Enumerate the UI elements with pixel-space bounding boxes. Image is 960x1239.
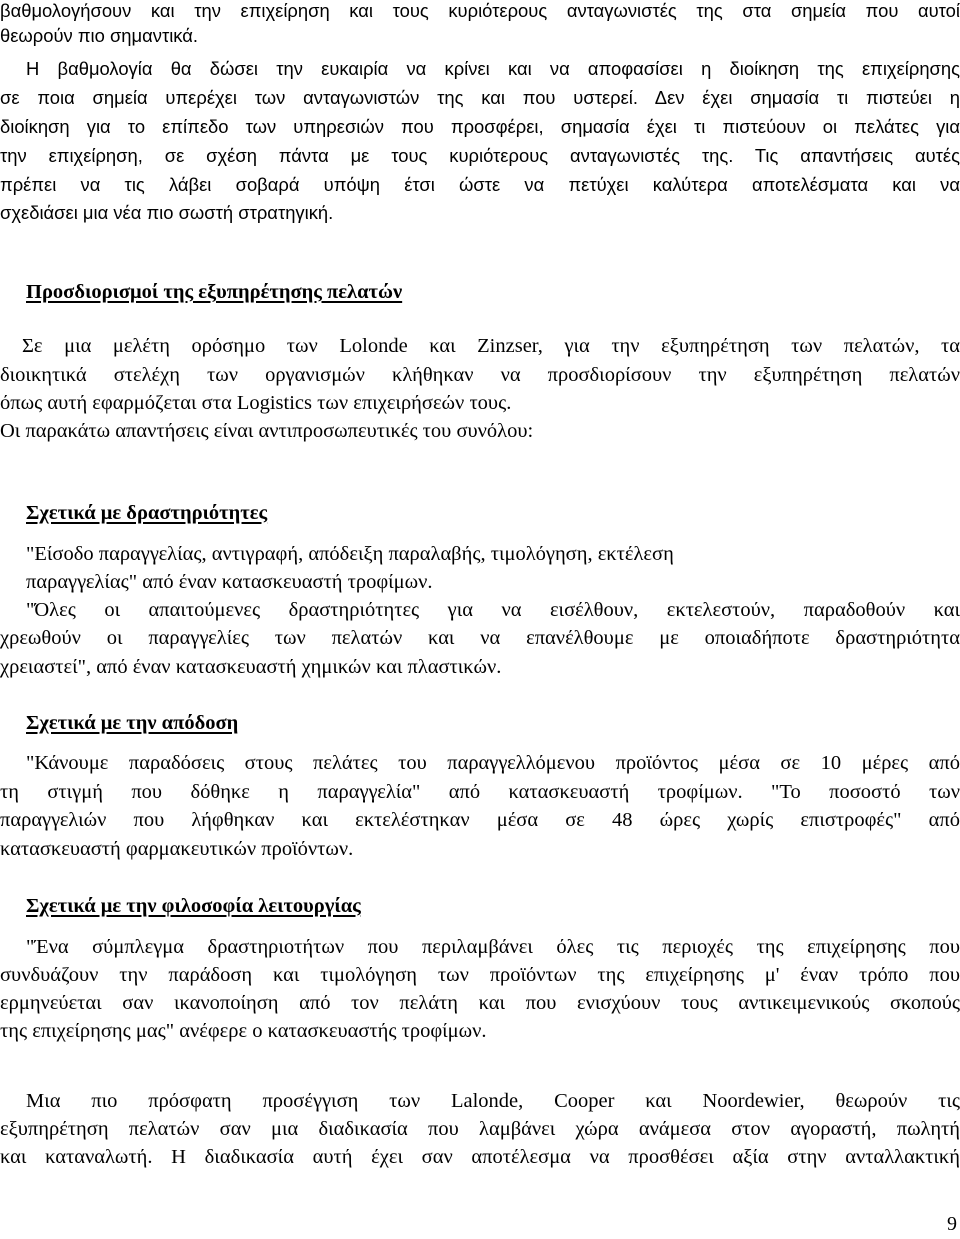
section-heading-philosophy: Σχετικά με την φιλοσοφία λειτουργίας: [26, 895, 361, 917]
definitions-line-3: όπως αυτή εφαρμόζεται στα Logistics των επιχειρήσεών τους.: [0, 392, 512, 414]
performance-line-3: παραγγελιών που λήφθηκαν και εκτελέστηκαν μέσα σε 48 ώρες χωρίς επιστροφές" από: [0, 809, 960, 831]
intro-line-3: Η βαθμολογία θα δώσει την ευκαιρία να κρίνει και να αποφασίσει η διοίκηση της επιχείρησης: [26, 58, 960, 79]
intro-line-6: την επιχείρηση, σε σχέση πάντα με τους κυριότερους ανταγωνιστές της. Τις απαντήσεις αυτές: [0, 145, 960, 166]
intro-line-4: σε ποια σημεία υπερέχει των ανταγωνιστών της και που υστερεί. Δεν έχει σημασία τι πιστεύει η: [0, 87, 960, 108]
intro-line-7: πρέπει να τις λάβει σοβαρά υπόψη έτσι ώστε να πετύχει καλύτερα αποτελέσματα και να: [0, 174, 960, 195]
activities-line-1: "Είσοδο παραγγελίας, αντιγραφή, απόδειξη παραλαβής, τιμολόγηση, εκτέλεση: [26, 543, 674, 565]
closing-line-2: εξυπηρέτηση πελατών σαν μια διαδικασία που λαμβάνει χώρα ανάμεσα στον αγοραστή, πωλητή: [0, 1118, 960, 1140]
section-heading-performance: Σχετικά με την απόδοση: [26, 712, 239, 734]
definitions-line-4: Οι παρακάτω απαντήσεις είναι αντιπροσωπευτικές του συνόλου:: [0, 420, 534, 442]
intro-line-2: θεωρούν πιο σημαντικά.: [0, 25, 199, 46]
section-heading-activities: Σχετικά με δραστηριότητες: [26, 502, 268, 524]
activities-line-4: χρεωθούν οι παραγγελίες των πελατών και να επανέλθουμε με οποιαδήποτε δραστηριότητα: [0, 627, 960, 649]
activities-line-5: χρειαστεί", από έναν κατασκευαστή χημικών και πλαστικών.: [0, 656, 502, 678]
definitions-line-1: Σε μια μελέτη ορόσημο των Lolonde και Zinzser, για την εξυπηρέτηση των πελατών, τα: [22, 335, 960, 357]
philosophy-line-4: της επιχείρησης μας" ανέφερε ο κατασκευαστής τροφίμων.: [0, 1020, 487, 1042]
philosophy-line-1: "Ένα σύμπλεγμα δραστηριοτήτων που περιλαμβάνει όλες τις περιοχές της επιχείρησης που: [26, 936, 960, 958]
performance-line-4: κατασκευαστή φαρμακευτικών προϊόντων.: [0, 838, 354, 860]
intro-line-8: σχεδιάσει μια νέα πιο σωστή στρατηγική.: [0, 202, 334, 223]
intro-line-1: βαθμολογήσουν και την επιχείρηση και τους κυριότερους ανταγωνιστές της στα σημεία που αυτοί: [0, 0, 960, 21]
page-number: 9: [947, 1213, 957, 1235]
definitions-line-2: διοικητικά στελέχη των οργανισμών κλήθηκαν να προσδιορίσουν την εξυπηρέτηση πελατών: [0, 364, 960, 386]
closing-line-3: και καταναλωτή. Η διαδικασία αυτή έχει σαν αποτέλεσμα να προσθέσει αξία στην ανταλλακτική: [0, 1146, 960, 1168]
performance-line-2: τη στιγμή που δόθηκε η παραγγελία" από κατασκευαστή τροφίμων. "Το ποσοστό των: [0, 781, 960, 803]
section-heading-definitions: Προσδιορισμοί της εξυπηρέτησης πελατών: [26, 281, 403, 303]
philosophy-line-3: ερμηνεύεται σαν ικανοποίηση από τον πελάτη και που ενισχύουν τους αντικειμενικούς σκοπούς: [0, 992, 960, 1014]
activities-line-2: παραγγελίας" από έναν κατασκευαστή τροφίμων.: [26, 571, 433, 593]
intro-line-5: διοίκηση για το επίπεδο των υπηρεσιών που προσφέρει, σημασία έχει τι πιστεύουν οι πελάτες για: [0, 116, 960, 137]
closing-line-1: Μια πιο πρόσφατη προσέγγιση των Lalonde, Cooper και Noordewier, θεωρούν τις: [26, 1090, 960, 1112]
philosophy-line-2: συνδυάζουν την παράδοση και τιμολόγηση των προϊόντων της επιχείρησης μ' έναν τρόπο που: [0, 964, 960, 986]
performance-line-1: "Κάνουμε παραδόσεις στους πελάτες του παραγγελλόμενου προϊόντος μέσα σε 10 μέρες από: [26, 752, 960, 774]
activities-line-3: "Όλες οι απαιτούμενες δραστηριότητες για να εισέλθουν, εκτελεστούν, παραδοθούν και: [26, 599, 960, 621]
